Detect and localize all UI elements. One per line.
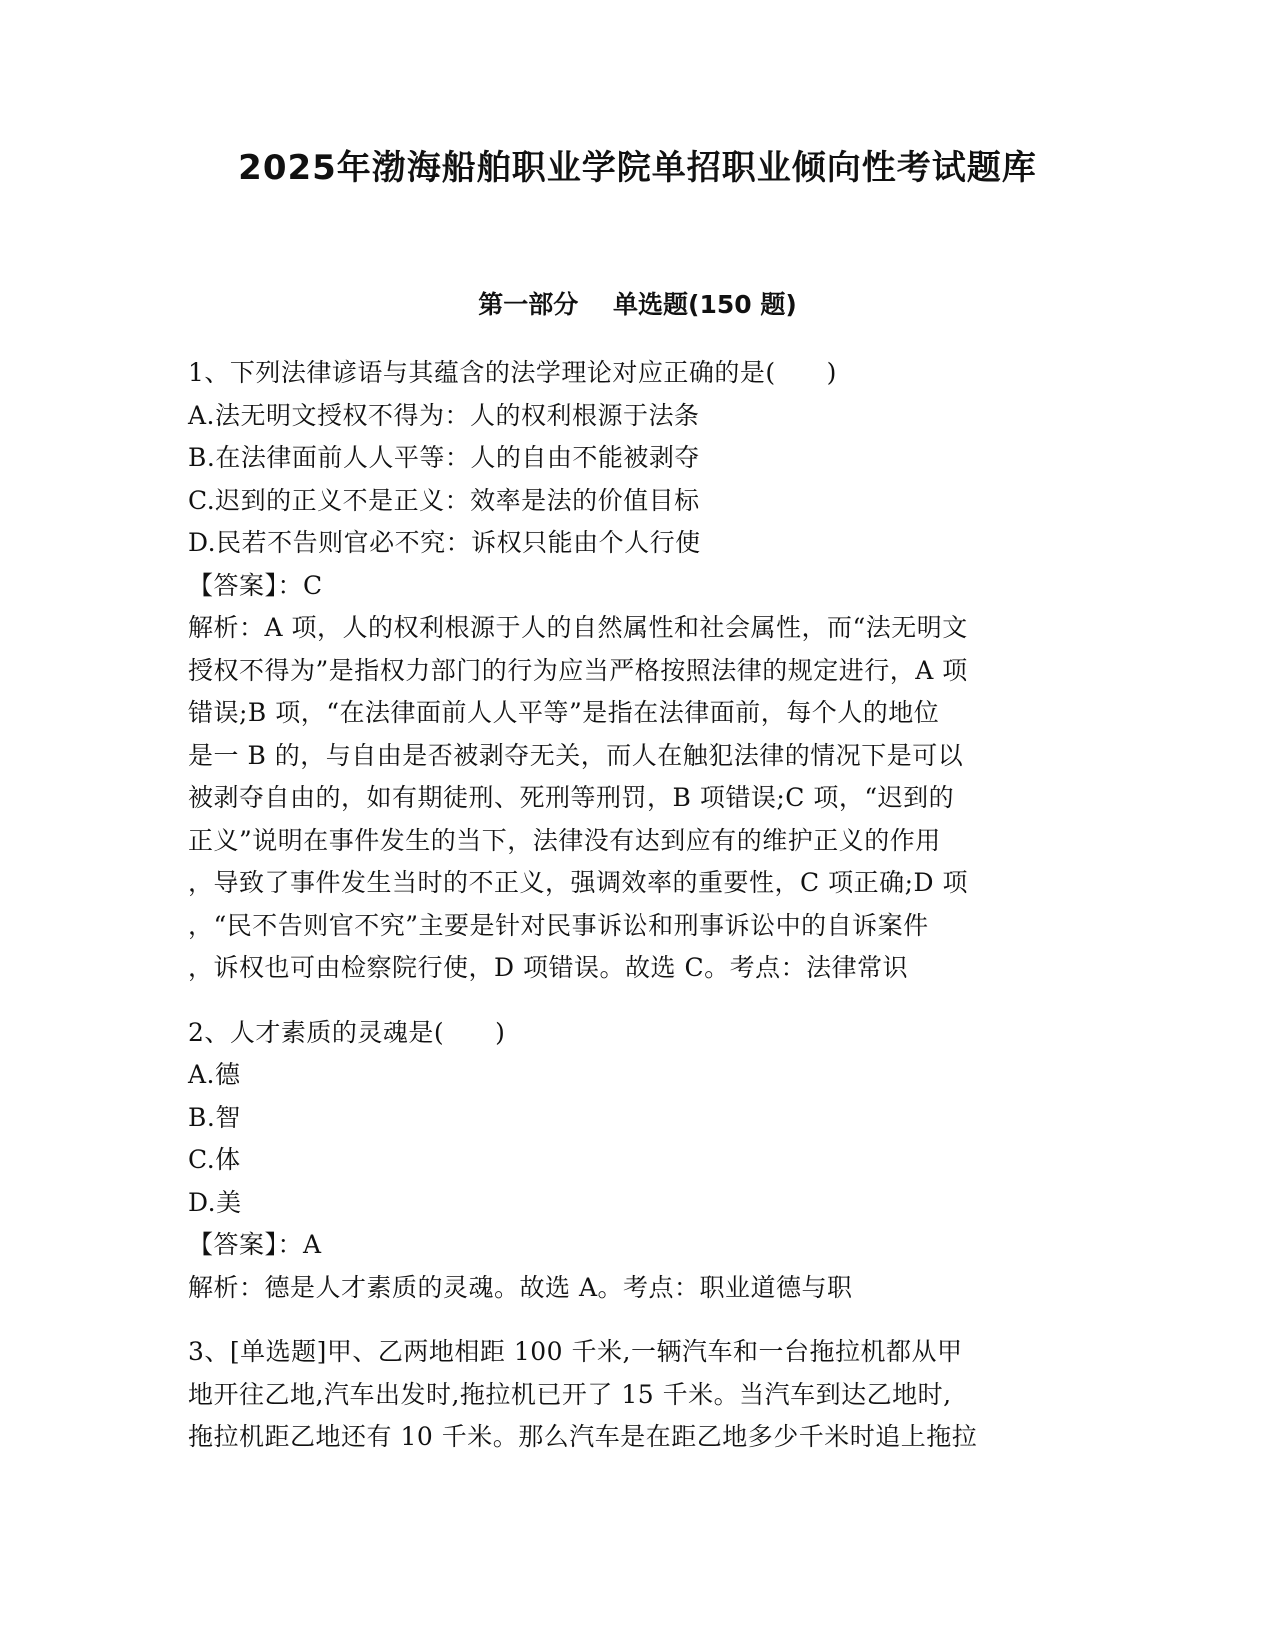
question-3 — [188, 1331, 1088, 1459]
option-c: C.体 — [188, 1145, 241, 1174]
analysis-line: 解析：A 项，人的权利根源于人的自然属性和社会属性，而“法无明文 — [188, 613, 968, 642]
document-title: 2025年渤海船舶职业学院单招职业倾向性考试题库 — [238, 148, 1037, 188]
option-b: B.智 — [188, 1102, 241, 1132]
question-stem: 3、[单选题]甲、乙两地相距 100 千米,一辆汽车和一台拖拉机都从甲 — [188, 1337, 963, 1366]
analysis-line: 错误;B 项，“在法律面前人人平等”是指在法律面前，每个人的地位 — [188, 698, 940, 727]
analysis-line: ，诉权也可由检察院行使，D 项错误。故选 C。考点：法律常识 — [188, 953, 909, 982]
analysis-line: 授权不得为”是指权力部门的行为应当严格按照法律的规定进行，A 项 — [188, 655, 968, 685]
question-stem: 地开往乙地,汽车出发时,拖拉机已开了 15 千米。当汽车到达乙地时, — [188, 1379, 952, 1409]
option-b: B.在法律面前人人平等：人的自由不能被剥夺 — [188, 443, 700, 472]
analysis-line: 被剥夺自由的，如有期徒刑、死刑等刑罚，B 项错误;C 项，“迟到的 — [188, 783, 955, 812]
option-c: C.迟到的正义不是正义：效率是法的价值目标 — [188, 485, 700, 515]
analysis-line: 解析：德是人才素质的灵魂。故选 A。考点：职业道德与职 — [188, 1272, 853, 1302]
question-1 — [188, 352, 1088, 990]
analysis-line: 正义”说明在事件发生的当下，法律没有达到应有的维护正义的作用 — [188, 825, 941, 855]
answer: 【答案】：C — [188, 570, 323, 600]
analysis-line: ，“民不告则官不究”主要是针对民事诉讼和刑事诉讼中的自诉案件 — [188, 910, 929, 940]
question-gap — [188, 990, 1088, 1012]
question-stem: 1、下列法律谚语与其蕴含的法学理论对应正确的是( ) — [188, 358, 837, 387]
section-title: 第一部分 单选题(150 题) — [478, 290, 797, 319]
option-d: D.民若不告则官必不究：诉权只能由个人行使 — [188, 528, 701, 557]
analysis-line: 是一 B 的，与自由是否被剥夺无关，而人在触犯法律的情况下是可以 — [188, 740, 964, 770]
question-gap — [188, 1309, 1088, 1331]
question-stem: 拖拉机距乙地还有 10 千米。那么汽车是在距乙地多少千米时追上拖拉 — [188, 1422, 978, 1451]
option-d: D.美 — [188, 1187, 242, 1217]
question-list — [188, 352, 1088, 1459]
question-stem: 2、人才素质的灵魂是( ) — [188, 1017, 506, 1047]
option-a: A.德 — [188, 1060, 241, 1089]
option-a: A.法无明文授权不得为：人的权利根源于法条 — [188, 400, 700, 430]
analysis-line: ，导致了事件发生当时的不正义，强调效率的重要性，C 项正确;D 项 — [188, 868, 968, 897]
answer: 【答案】：A — [188, 1230, 322, 1259]
question-2 — [188, 1012, 1088, 1310]
